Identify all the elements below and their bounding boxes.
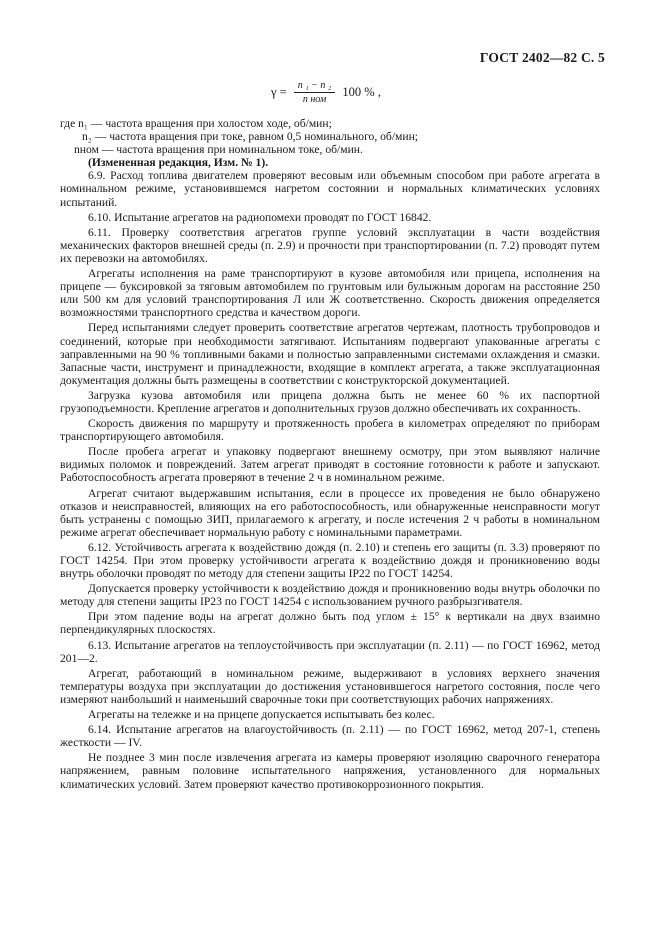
paragraph: При этом падение воды на агрегат должно быть под углом ± 15° к вертикали на двух взаимно перпендикулярных плоскостях.: [60, 610, 600, 637]
paragraph: 6.11. Проверку соответствия агрегатов группе условий эксплуатации в части воздействия механических факторов внешней среды (п. 2.9) и прочности при транспортировании (п. 7.2) проводят путем их перевозки на автомобилях.: [60, 225, 600, 265]
paragraph: 6.9. Расход топлива двигателем проверяют весовым или объемным способом при работе агрегата в номинальном режиме, установившемся нагретом состоянии и нормальных климатических условиях испытаний.: [60, 169, 600, 209]
paragraph: После пробега агрегат и упаковку подвергают внешнему осмотру, при этом выявляют наличие видимых поломок и повреждений. Затем агрегат приводят в состояние готовности к работе и запускают. Работоспособность агрегата проверяют в течение 2 ч в номинальном режиме.: [60, 445, 600, 485]
paragraph: Агрегат считают выдержавшим испытания, если в процессе их проведения не было обнаружено отказов и неисправностей, влияющих на его работоспособность, или обнаруженные неисправности могут быть устранены с помощью ЗИП, прилагаемого к агрегату, и после истечения 2 ч работы в номинальном режиме агрегат обеспечивает нормальную работу с номинальными параметрами.: [60, 486, 600, 539]
document-body: [60, 117, 600, 791]
paragraph: Агрегаты на тележке и на прицепе допускается испытывать без колес.: [88, 708, 435, 722]
paragraph: Перед испытаниями следует проверить соответствие агрегатов чертежам, плотность трубопроводов и соединений, которые при необходимости затягивают. Испытаниям подвергают упакованные агрегаты с заправленными на 90 % топливными баками и полностью заправленными системами охлаждения и смазки. Запасные части, инструмент и принадлежности, входящие в комплект агрегата, а также эксплуатационная документация должны быть размещены в соответствии с конструкторской документацией.: [60, 321, 600, 387]
paragraph: Загрузка кузова автомобиля или прицепа должна быть не менее 60 % их паспортной грузоподъемности. Крепление агрегатов и дополнительных грузов должно обеспечивать их сохранность.: [60, 388, 600, 415]
paragraph: 6.12. Устойчивость агрегата к воздействию дождя (п. 2.10) и степень его защиты (п. 3.3) проверяют по ГОСТ 14254. При этом проверку устойчивости агрегата к воздействию дождя и проникновению воды внутрь оболочки проводят по методу для степени защиты IP22 по ГОСТ 14254.: [60, 540, 600, 581]
paragraph: 6.13. Испытание агрегатов на теплоустойчивость при эксплуатации (п. 2.11) — по ГОСТ 16962, метод 201—2.: [60, 638, 600, 665]
formula-denominator: n ном: [302, 94, 327, 105]
page-header: ГОСТ 2402—82 С. 5: [479, 50, 605, 65]
paragraph: Допускается проверку устойчивости к воздействию дождя и проникновению воды внутрь оболочки по методу для степени защиты IP23 по ГОСТ 14254 с использованием ручного разбрызгивателя.: [60, 582, 600, 609]
paragraph: Агрегаты исполнения на раме транспортируют в кузове автомобиля или прицепа, исполнения на прицепе — буксировкой за тяговым автомобилем по грунтовым или булыжным дорогам на расстояние 250 или 500 км для условий транспортирования Л или Ж соответственно. Скорость движения определяется возможностями транспортного средства и качеством дороги.: [60, 267, 600, 320]
paragraph: Не позднее 3 мин после извлечения агрегата из камеры проверяют изоляцию сварочного генератора напряжением, равным половине испытательного напряжения, установленного для нормальных климатических условий. Затем проверяют качество противокоррозионного покрытия.: [60, 751, 600, 791]
amendment-note: (Измененная редакция, Изм. № 1).: [88, 156, 269, 170]
formula-rhs: 100 % ,: [342, 85, 381, 99]
legend-line: где n₁ — частота вращения при холостом ходе, об/мин;: [60, 117, 332, 130]
paragraph: 6.10. Испытание агрегатов на радиопомехи проводят по ГОСТ 16842.: [88, 210, 432, 224]
formula: [271, 80, 381, 105]
formula-lhs: γ =: [271, 85, 287, 99]
formula-numerator: n ₁ − n ₂: [294, 80, 336, 93]
paragraph: 6.14. Испытание агрегатов на влагоустойчивость (п. 2.11) — по ГОСТ 16962, метод 207-1, степень жесткости — IV.: [60, 723, 600, 750]
legend-line: nном — частота вращения при номинальном токе, об/мин.: [74, 143, 363, 157]
formula-fraction: [294, 80, 336, 105]
paragraph: Скорость движения по маршруту и протяженность пробега в километрах определяют по приборам транспортирующего автомобиля.: [60, 417, 600, 444]
legend-line: n₂ — частота вращения при токе, равном 0,5 номинального, об/мин;: [82, 130, 419, 144]
paragraph: Агрегат, работающий в номинальном режиме, выдерживают в условиях верхнего значения температуры воздуха при эксплуатации до достижения установившегося нагретого состояния, после чего измеряют наибольший и наименьший сварочные токи при соответствующих рабочих напряжениях.: [60, 666, 600, 706]
